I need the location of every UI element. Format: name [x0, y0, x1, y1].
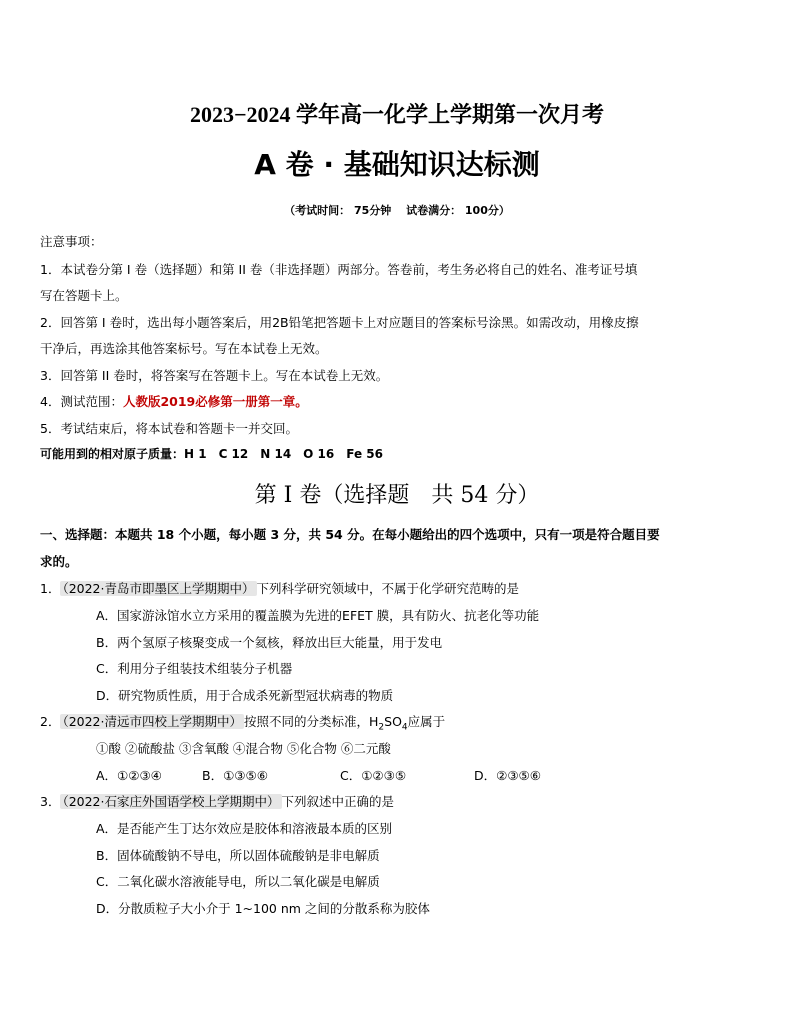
subscript: 4: [401, 722, 408, 733]
q1-option-d: D．研究物质性质，用于合成杀死新型冠状病毒的物质: [96, 688, 394, 703]
q2-option-b: B．①③⑤⑥: [202, 768, 268, 783]
notes-item-2b: 干净后，再选涂其他答案标号。写在本试卷上无效。: [40, 341, 328, 356]
notes-item-2a: 2．回答第 I 卷时，选出每小题答案后，用2B铅笔把答题卡上对应题目的答案标号涂黑。如需改动，用橡皮擦: [40, 315, 639, 330]
atomic-mass-line: 可能用到的相对原子质量：H 1 C 12 N 14 O 16 Fe 56: [40, 447, 383, 461]
subscript: 2: [378, 722, 385, 733]
q2-option-a: A．①②③④: [96, 768, 162, 783]
section-instructions-2: 求的。: [40, 554, 78, 569]
section-instructions-1: 一、选择题：本题共 18 个小题，每小题 3 分，共 54 分。在每小题给出的四个选项中，只有一项是符合题目要: [40, 527, 660, 542]
exam-subtitle: A 卷 · 基础知识达标测: [254, 148, 540, 181]
question-stem: 下列科学研究领域中，不属于化学研究范畴的是: [256, 581, 520, 596]
q1-option-b: B．两个氢原子核聚变成一个氦核，释放出巨大能量，用于发电: [96, 635, 443, 650]
q2-option-c: C．①②③⑤: [340, 768, 407, 783]
notes-item-4: [40, 393, 308, 411]
notes-item-1b: 写在答题卡上。: [40, 288, 128, 303]
section-title: 第 I 卷（选择题 共 54 分）: [254, 483, 540, 508]
question-number: 3．: [40, 794, 61, 809]
question-source: （2022·石家庄外国语学校上学期期中）: [62, 794, 280, 809]
question-source: （2022·清远市四校上学期期中）: [62, 714, 242, 729]
question-3: [40, 793, 394, 811]
question-stem-prefix: 按照不同的分类标准，H: [244, 714, 379, 729]
question-number: 2．: [40, 714, 61, 729]
notes-item-5: 5．考试结束后，将本试卷和答题卡一并交回。: [40, 421, 298, 436]
q3-option-c: C．二氧化碳水溶液能导电，所以二氧化碳是电解质: [96, 874, 380, 889]
exam-info: （考试时间： 75分钟 试卷满分： 100分）: [284, 204, 510, 217]
q1-option-a: A．国家游泳馆水立方采用的覆盖膜为先进的EFET 膜，具有防火、抗老化等功能: [96, 608, 540, 623]
question-stem-suffix: 应属于: [407, 714, 446, 729]
question-2: [40, 713, 445, 737]
q3-option-a: A．是否能产生丁达尔效应是胶体和溶液最本质的区别: [96, 821, 393, 836]
question-stem-mid: SO: [384, 714, 402, 729]
q3-option-d: D．分散质粒子大小介于 1~100 nm 之间的分散系称为胶体: [96, 901, 430, 916]
notes-item-3: 3．回答第 II 卷时，将答案写在答题卡上。写在本试卷上无效。: [40, 368, 389, 383]
notes-item-1a: 1．本试卷分第 I 卷（选择题）和第 II 卷（非选择题）两部分。答卷前，考生务必将自己的姓名、准考证号填: [40, 262, 638, 277]
q2-option-d: D．②③⑤⑥: [474, 768, 541, 783]
q1-option-c: C．利用分子组装技术组装分子机器: [96, 661, 293, 676]
question-1: [40, 580, 519, 598]
notes-item-4-prefix: 4．测试范围：: [40, 394, 123, 409]
question-stem: 下列叙述中正确的是: [281, 794, 395, 809]
notes-heading: 注意事项：: [40, 234, 103, 249]
q3-option-b: B．固体硫酸钠不导电，所以固体硫酸钠是非电解质: [96, 848, 380, 863]
test-scope: 人教版2019必修第一册第一章。: [122, 394, 308, 409]
q2-choices: ①酸 ②硫酸盐 ③含氧酸 ④混合物 ⑤化合物 ⑥二元酸: [96, 741, 391, 756]
question-source: （2022·青岛市即墨区上学期期中）: [62, 581, 255, 596]
question-number: 1．: [40, 581, 61, 596]
exam-title: 2023−2024 学年高一化学上学期第一次月考: [189, 102, 605, 127]
